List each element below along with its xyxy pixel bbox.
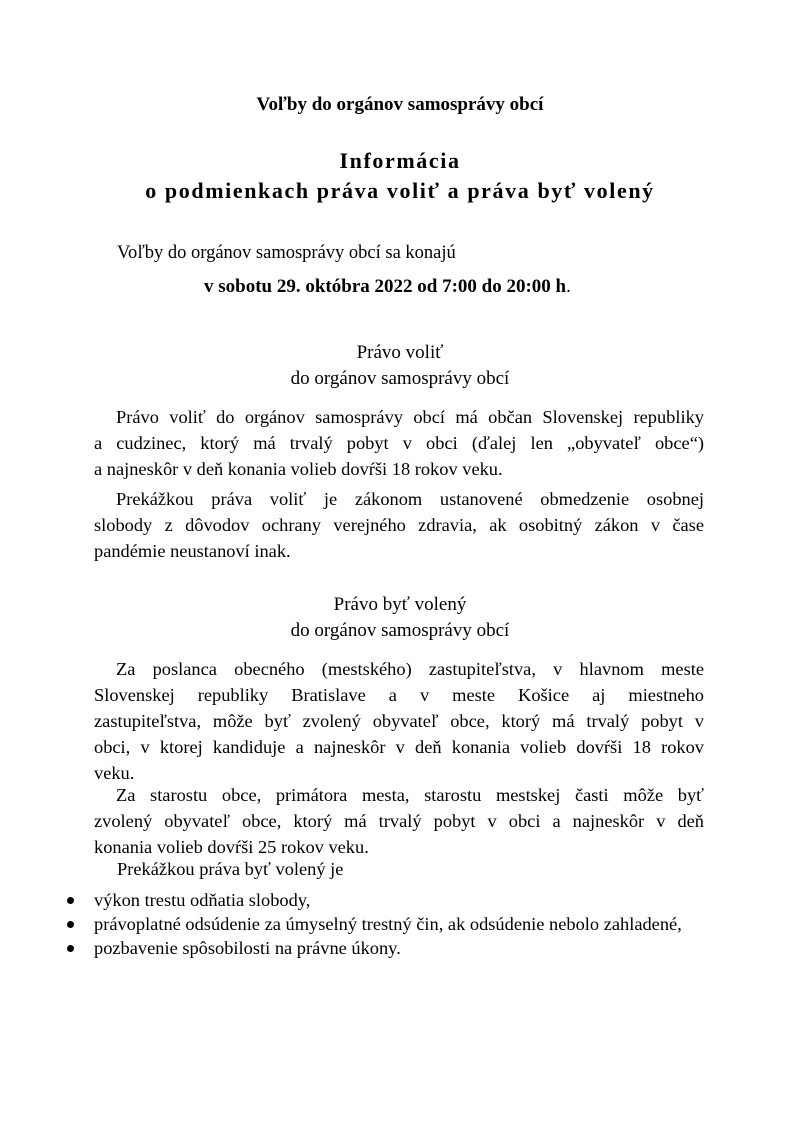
list-item-text: výkon trestu odňatia slobody,: [94, 890, 311, 910]
section-elected-heading: [0, 592, 800, 644]
section-vote-paragraph-2: [94, 486, 704, 564]
paragraph-line: slobody z dôvodov ochrany verejného zdravia, ak osobitný zákon v čase: [94, 515, 704, 535]
paragraph-line: Prekážkou práva voliť je zákonom ustanovené obmedzenie osobnej: [116, 489, 704, 509]
paragraph-line: Za poslanca obecného (mestského) zastupiteľstva, v hlavnom meste: [116, 659, 704, 679]
paragraph-line: Právo voliť do orgánov samosprávy obcí má občan Slovenskej republiky: [116, 407, 704, 427]
section-elected-paragraph-2: [94, 782, 704, 860]
section-elected-heading-line-2: do orgánov samosprávy obcí: [290, 620, 510, 641]
paragraph-line: Slovenskej republiky Bratislave a v meste Košice aj miestneho: [94, 685, 704, 705]
paragraph-line: zvolený obyvateľ obce, ktorý má trvalý pobyt v obci a najneskôr v deň: [94, 811, 704, 831]
election-heading: Voľby do orgánov samosprávy obcí: [256, 94, 544, 115]
bullet-icon: [67, 897, 74, 904]
section-vote-paragraph-1: [94, 404, 704, 482]
document-title: [0, 146, 800, 206]
obstacles-list: [60, 888, 705, 960]
list-item-text: právoplatné odsúdenie za úmyselný trestný čin, ak odsúdenie nebolo zahladené,: [94, 914, 682, 934]
paragraph-line: veku.: [94, 763, 135, 783]
election-date-suffix: .: [566, 276, 571, 297]
paragraph-line: zastupiteľstva, môže byť zvolený obyvateľ obce, ktorý má trvalý pobyt v: [94, 711, 704, 731]
election-date: [204, 276, 571, 298]
section-vote-heading: [0, 340, 800, 392]
section-vote-heading-line-2: do orgánov samosprávy obcí: [290, 368, 510, 389]
section-elected-paragraph-1: [94, 656, 704, 786]
document-title-line-1: Informácia: [339, 148, 461, 173]
obstacles-intro: Prekážkou práva byť volený je: [117, 859, 344, 879]
list-item-text: pozbavenie spôsobilosti na právne úkony.: [94, 938, 401, 958]
list-item: [60, 936, 705, 960]
paragraph-line: a cudzinec, ktorý má trvalý pobyt v obci (ďalej len „obyvateľ obce“): [94, 433, 704, 453]
bullet-icon: [67, 921, 74, 928]
section-elected-heading-line-1: Právo byť volený: [333, 594, 467, 615]
bullet-icon: [67, 945, 74, 952]
election-date-bold: v sobotu 29. októbra 2022 od 7:00 do 20:00 h: [204, 276, 567, 297]
paragraph-line: obci, v ktorej kandiduje a najneskôr v deň konania volieb dovŕši 18 rokov: [94, 737, 704, 757]
list-item: [60, 912, 705, 936]
list-item: [60, 888, 705, 912]
paragraph-line: a najneskôr v deň konania volieb dovŕši 18 rokov veku.: [94, 459, 503, 479]
paragraph-line: Za starostu obce, primátora mesta, starostu mestskej časti môže byť: [116, 785, 704, 805]
paragraph-line: konania volieb dovŕši 25 rokov veku.: [94, 837, 369, 857]
section-vote-heading-line-1: Právo voliť: [356, 342, 444, 363]
document-title-line-2: o podmienkach práva voliť a práva byť volený: [145, 178, 655, 203]
intro-text: Voľby do orgánov samosprávy obcí sa konajú: [117, 243, 456, 263]
paragraph-line: pandémie neustanoví inak.: [94, 541, 291, 561]
